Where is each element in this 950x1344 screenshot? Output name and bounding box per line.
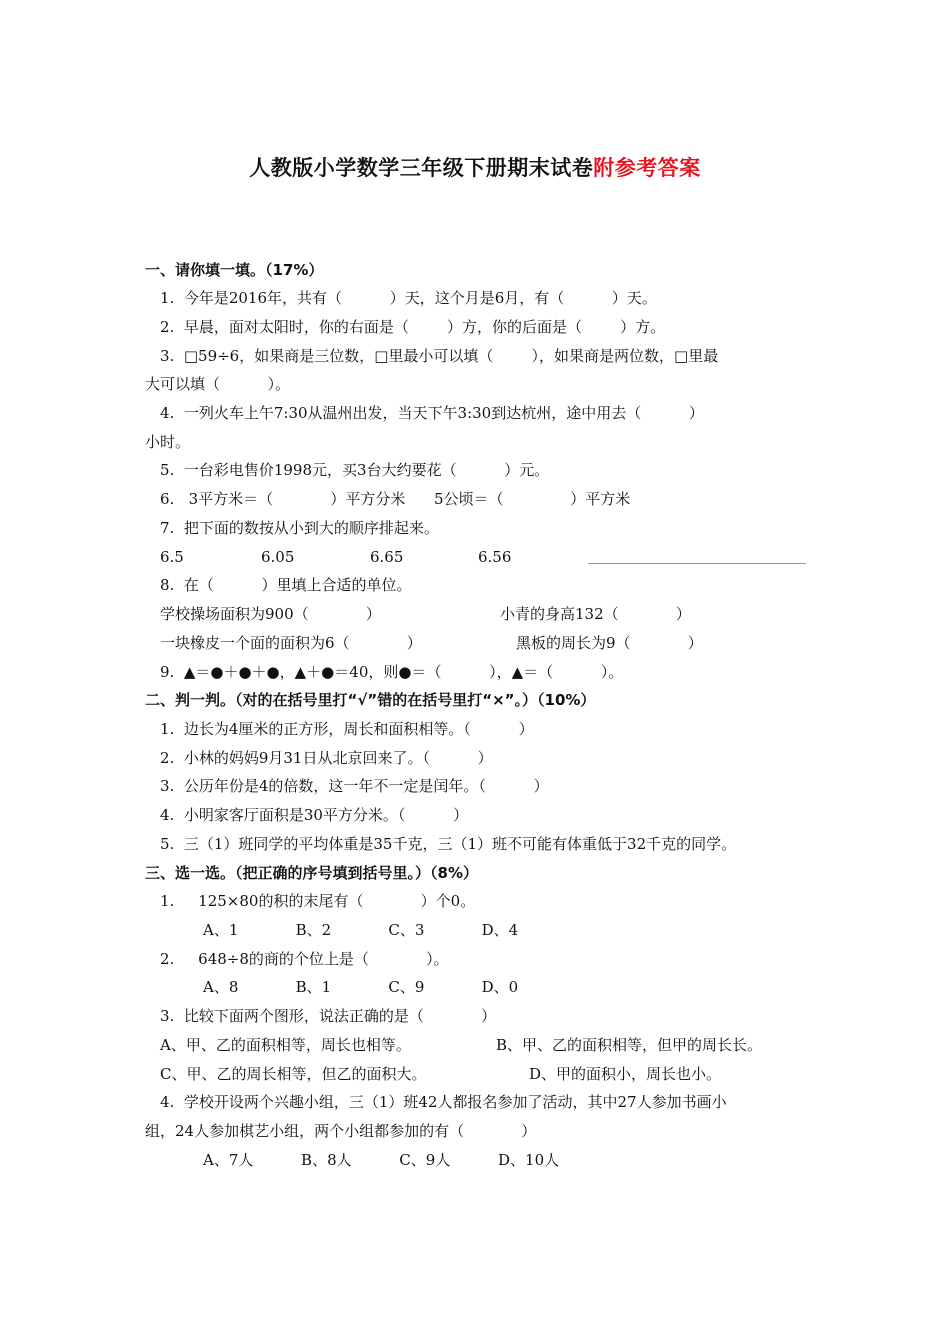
s1-q8-d: 黑板的周长为9（ ） xyxy=(516,634,703,652)
s1-q2: 2. 早晨，面对太阳时，你的右面是（ ）方，你的后面是（ ）方。 xyxy=(160,318,666,336)
s3-q1: 1. 125×80的积的末尾有（ ）个0。 xyxy=(160,892,476,910)
s1-q7-num2: 6.05 xyxy=(261,548,295,566)
section3-heading: 三、选一选。（把正确的序号填到括号里。）（8%） xyxy=(145,864,478,882)
answer-line xyxy=(588,563,806,564)
s1-q4-line1: 4. 一列火车上午7:30从温州出发，当天下午3:30到达杭州，途中用去（ ） xyxy=(160,404,704,422)
s1-q8-c: 一块橡皮一个面的面积为6（ ） xyxy=(160,634,422,652)
s1-q8-a: 学校操场面积为900（ ） xyxy=(160,605,381,623)
s3-q4-options: A、7人 B、8人 C、9人 D、10人 xyxy=(203,1151,560,1169)
s1-q7-num1: 6.5 xyxy=(160,548,184,566)
s3-q4-line2: 组，24人参加棋艺小组，两个小组都参加的有（ ） xyxy=(145,1122,537,1140)
s3-q1-options: A、1 B、2 C、3 D、4 xyxy=(203,921,519,939)
s3-q3-option-d: D、甲的面积小，周长也小。 xyxy=(529,1065,722,1083)
s2-q1: 1. 边长为4厘米的正方形，周长和面积相等。（ ） xyxy=(160,720,534,738)
s1-q5: 5. 一台彩电售价1998元，买3台大约要花（ ）元。 xyxy=(160,461,550,479)
s1-q7-num4: 6.56 xyxy=(478,548,512,566)
s2-q3: 3. 公历年份是4的倍数，这一年不一定是闰年。（ ） xyxy=(160,777,549,795)
s1-q1: 1. 今年是2016年，共有（ ）天，这个月是6月，有（ ）天。 xyxy=(160,289,657,307)
s2-q4: 4. 小明家客厅面积是30平方分米。（ ） xyxy=(160,806,469,824)
s1-q7: 7. 把下面的数按从小到大的顺序排起来。 xyxy=(160,519,439,537)
s3-q3-option-b: B、甲、乙的面积相等，但甲的周长长。 xyxy=(496,1036,763,1054)
s3-q3-option-a: A、甲、乙的面积相等，周长也相等。 xyxy=(160,1036,411,1054)
s3-q3-option-c: C、甲、乙的周长相等，但乙的面积大。 xyxy=(160,1065,427,1083)
s3-q3: 3. 比较下面两个图形，说法正确的是（ ） xyxy=(160,1007,497,1025)
s1-q3-line1: 3. □59÷6，如果商是三位数，□里最小可以填（ ），如果商是两位数，□里最 xyxy=(160,347,719,365)
s1-q3-line2: 大可以填（ ）。 xyxy=(145,375,291,393)
section1-heading: 一、请你填一填。（17%） xyxy=(145,261,324,279)
s1-q6: 6. 3平方米＝（ ）平方分米 5公顷＝（ ）平方米 xyxy=(160,490,631,508)
s1-q8: 8. 在（ ）里填上合适的单位。 xyxy=(160,576,412,594)
page-title xyxy=(0,152,950,182)
title-highlight: 附参考答案 xyxy=(593,156,701,180)
s1-q7-num3: 6.65 xyxy=(370,548,404,566)
s1-q9: 9. ▲＝●＋●＋●，▲＋●＝40，则●＝（ ），▲＝（ ）。 xyxy=(160,663,624,681)
s1-q4-line2: 小时。 xyxy=(145,433,191,451)
s3-q2-options: A、8 B、1 C、9 D、0 xyxy=(203,978,519,996)
s2-q2: 2. 小林的妈妈9月31日从北京回来了。（ ） xyxy=(160,749,493,767)
title-main: 人教版小学数学三年级下册期末试卷 xyxy=(249,156,594,180)
section2-heading: 二、判一判。（对的在括号里打“√”错的在括号里打“×”。）（10%） xyxy=(145,691,596,709)
s3-q4-line1: 4. 学校开设两个兴趣小组，三（1）班42人都报名参加了活动，其中27人参加书画小 xyxy=(160,1093,727,1111)
s3-q2: 2. 648÷8的商的个位上是（ ）。 xyxy=(160,950,449,968)
s1-q8-b: 小青的身高132（ ） xyxy=(500,605,691,623)
s2-q5: 5. 三（1）班同学的平均体重是35千克，三（1）班不可能有体重低于32千克的同学。 xyxy=(160,835,737,853)
